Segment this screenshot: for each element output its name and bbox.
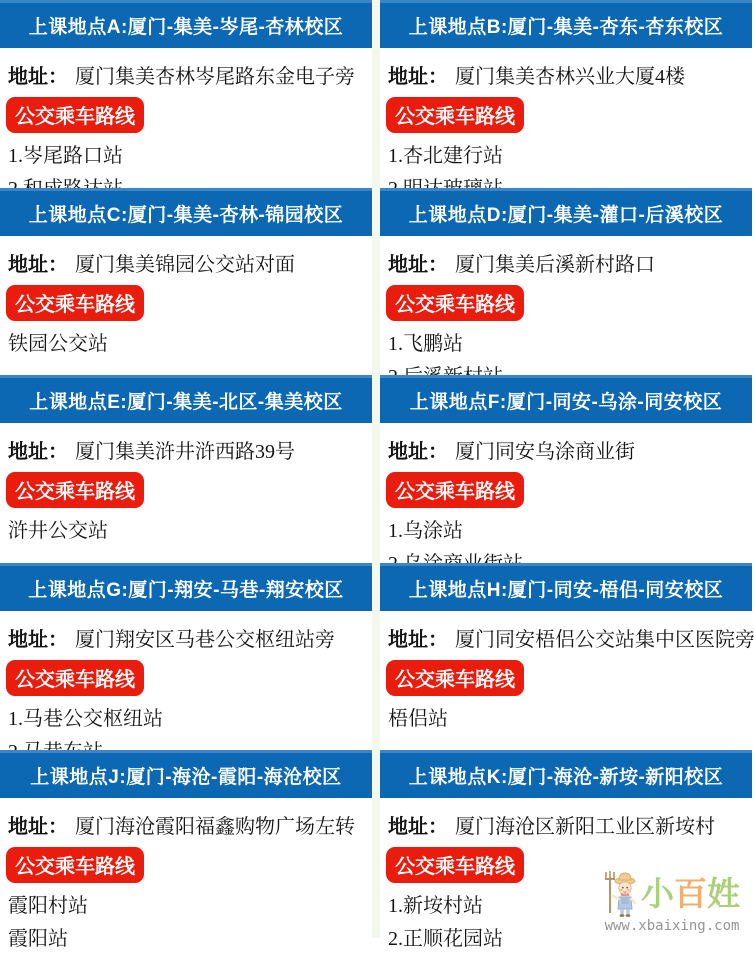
bus-route-badge	[6, 472, 144, 508]
watermark-brand-row	[604, 869, 740, 917]
bus-route-badge	[6, 97, 144, 133]
card-title-bar	[380, 750, 752, 798]
card-title-bar	[380, 188, 752, 236]
address-line	[8, 248, 366, 277]
badge-label: 公交乘车路线	[15, 668, 135, 691]
address-text: 厦门集美杏林岑尾路东金电子旁	[75, 66, 355, 88]
bus-route-badge	[386, 472, 524, 508]
address-line	[388, 248, 746, 277]
bus-stop-list	[388, 703, 746, 736]
bus-route-badge	[6, 847, 144, 883]
card-title-bar	[0, 188, 372, 236]
bus-stop-item: 霞阳站	[8, 928, 68, 951]
bus-stop-list	[8, 515, 366, 548]
card-body	[0, 798, 372, 956]
address-label: 地址：	[8, 816, 68, 839]
brand-char: 百	[674, 874, 707, 912]
address-label: 地址：	[388, 253, 448, 276]
bus-stop-item: 1.杏北建行站	[388, 145, 503, 167]
address-line	[388, 435, 746, 464]
card-body	[380, 423, 752, 581]
xbaixing-watermark	[596, 869, 748, 934]
bus-stop-item: 浒井公交站	[8, 520, 108, 543]
card-title: 上课地点F:厦门-同安-乌涂-同安校区	[409, 392, 723, 414]
bus-route-badge	[6, 285, 144, 321]
card-title: 上课地点E:厦门-集美-北区-集美校区	[29, 392, 343, 414]
address-text: 厦门翔安区马巷公交枢纽站旁	[75, 628, 335, 651]
card-title: 上课地点J:厦门-海沧-霞阳-海沧校区	[30, 767, 342, 789]
bus-stop-item: 1.飞鹏站	[388, 332, 463, 355]
card-title: 上课地点B:厦门-集美-杏东-杏东校区	[408, 17, 724, 38]
card-title: 上课地点H:厦门-同安-梧侣-同安校区	[408, 579, 724, 601]
badge-label: 公交乘车路线	[395, 106, 515, 128]
badge-label: 公交乘车路线	[395, 668, 515, 691]
card-body	[0, 423, 372, 548]
address-text: 厦门同安梧侣公交站集中区医院旁	[455, 628, 755, 651]
location-card	[0, 188, 372, 376]
location-card	[0, 0, 372, 188]
bus-route-badge	[386, 285, 524, 321]
farmer-mascot-icon	[604, 869, 638, 917]
brand-char: 小	[641, 874, 674, 912]
address-label: 地址：	[8, 253, 68, 276]
badge-label: 公交乘车路线	[395, 481, 515, 504]
address-label: 地址：	[388, 441, 448, 464]
bus-stop-list	[8, 890, 366, 956]
address-label: 地址：	[388, 628, 448, 651]
bus-stop-item: 1.岑尾路口站	[8, 145, 123, 167]
address-label: 地址：	[8, 628, 68, 651]
bus-stop-item: 梧侣站	[388, 707, 448, 730]
address-line	[388, 60, 746, 89]
address-line	[388, 623, 755, 652]
address-line	[8, 810, 366, 839]
bus-stop-item: 1.新垵村站	[388, 895, 483, 918]
card-title-bar	[0, 563, 372, 611]
bus-stop-item: 霞阳村站	[8, 895, 88, 918]
address-label: 地址：	[388, 816, 448, 839]
address-text: 厦门集美锦园公交站对面	[75, 253, 295, 276]
address-text: 厦门集美杏林兴业大厦4楼	[455, 66, 685, 88]
brand-char: 姓	[707, 874, 740, 912]
address-label: 地址：	[8, 66, 68, 88]
card-title: 上课地点G:厦门-翔安-马巷-翔安校区	[28, 579, 344, 601]
bus-stop-item: 铁园公交站	[8, 332, 108, 355]
address-label: 地址：	[388, 66, 448, 88]
address-line	[8, 435, 366, 464]
location-card	[0, 750, 372, 951]
card-title-bar	[380, 375, 752, 423]
watermark-url: www.xbaixing.com	[604, 918, 740, 934]
card-title-bar	[380, 0, 752, 48]
badge-label: 公交乘车路线	[395, 856, 515, 879]
bus-stop-item: 2.正顺花园站	[388, 928, 503, 951]
card-body	[380, 48, 752, 206]
card-title-bar	[0, 375, 372, 423]
address-text: 厦门同安乌涂商业街	[455, 441, 635, 464]
bus-stop-list	[8, 328, 366, 361]
card-title: 上课地点A:厦门-集美-岑尾-杏林校区	[28, 17, 344, 38]
bus-stop-item: 1.马巷公交枢纽站	[8, 707, 163, 730]
card-body	[0, 236, 372, 361]
location-card	[0, 563, 372, 751]
card-body	[380, 611, 755, 736]
card-title-bar	[0, 750, 372, 798]
bus-route-badge	[6, 660, 144, 696]
card-title: 上课地点D:厦门-集美-灌口-后溪校区	[408, 204, 724, 226]
address-text: 厦门海沧霞阳福鑫购物广场左转	[75, 816, 355, 839]
location-card	[380, 0, 752, 188]
badge-label: 公交乘车路线	[15, 106, 135, 128]
card-body	[380, 236, 752, 394]
location-card	[0, 375, 372, 563]
address-label: 地址：	[8, 441, 68, 464]
badge-label: 公交乘车路线	[395, 293, 515, 316]
location-card	[380, 375, 752, 563]
bus-stop-item: 1.乌涂站	[388, 520, 463, 543]
location-card	[380, 188, 752, 376]
badge-label: 公交乘车路线	[15, 293, 135, 316]
address-line	[388, 810, 746, 839]
address-text: 厦门集美浒井浒西路39号	[75, 441, 295, 464]
card-body	[0, 48, 372, 206]
card-title-bar	[0, 0, 372, 48]
bus-route-badge	[386, 847, 524, 883]
badge-label: 公交乘车路线	[15, 481, 135, 504]
location-card	[380, 563, 755, 751]
address-line	[8, 623, 366, 652]
watermark-brand-text	[641, 874, 740, 912]
bus-route-badge	[386, 97, 524, 133]
card-title: 上课地点K:厦门-海沧-新垵-新阳校区	[408, 767, 724, 789]
badge-label: 公交乘车路线	[15, 856, 135, 879]
card-body	[0, 611, 372, 769]
card-title: 上课地点C:厦门-集美-杏林-锦园校区	[28, 204, 344, 226]
card-title-bar	[380, 563, 752, 611]
address-text: 厦门海沧区新阳工业区新垵村	[455, 816, 715, 839]
address-line	[8, 60, 366, 89]
bus-route-badge	[386, 660, 524, 696]
address-text: 厦门集美后溪新村路口	[455, 253, 655, 276]
